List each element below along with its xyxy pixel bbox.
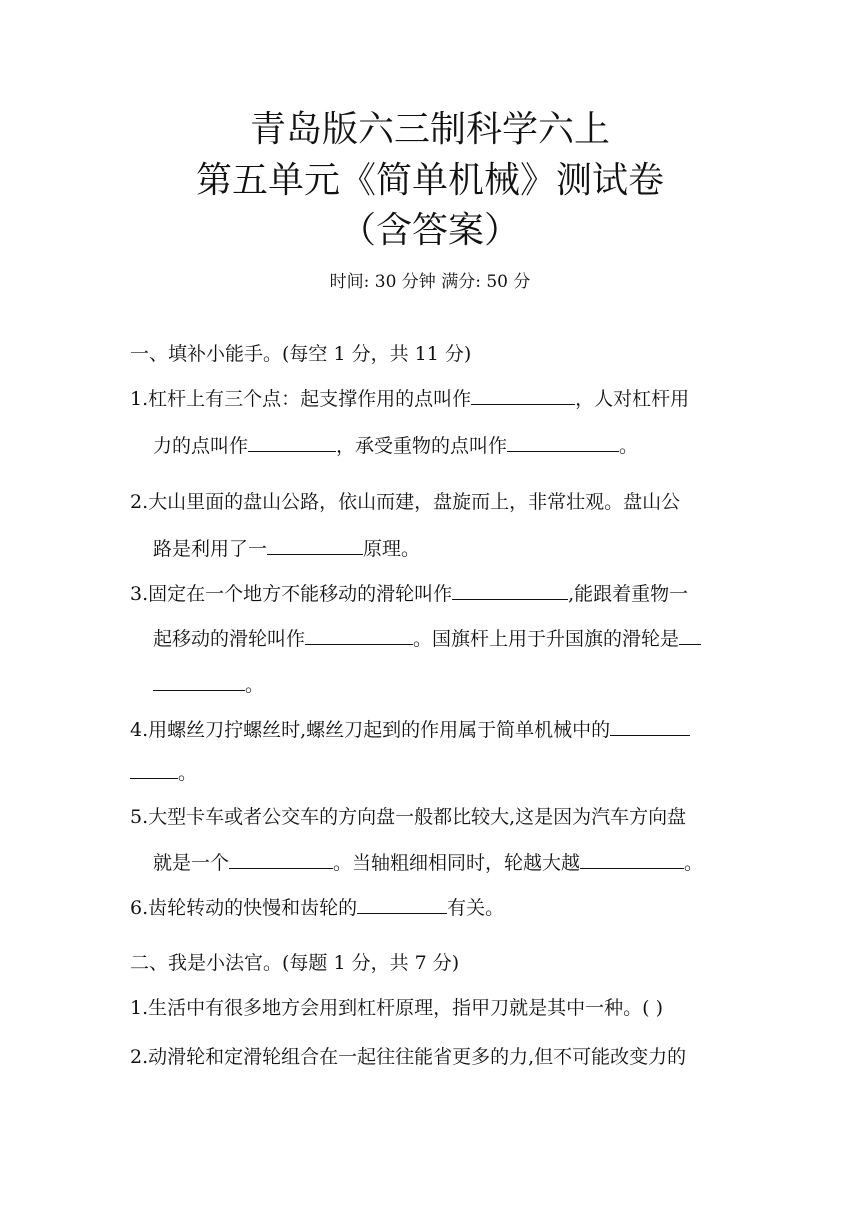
exam-meta: 时间: 30 分钟 满分: 50 分 [329,272,531,292]
q1-2-text-b: 路是利用了一 [153,538,268,560]
q1-3-text-d: 。国旗杆上用于升国旗的滑轮是 [413,628,680,650]
question-1-3-line-2 [153,624,753,653]
question-1-4-line-2 [130,758,730,787]
q1-3-text-e: 。 [245,674,265,696]
question-1-1-line-1 [130,384,730,413]
answer-blank [679,624,701,645]
answer-blank [153,670,245,691]
doc-title-line-2: 第五单元《简单机械》测试卷 [195,160,664,201]
q1-5-text-d: 。 [684,852,704,874]
question-1-4-line-1 [130,715,730,744]
q1-3-text-c: 起移动的滑轮叫作 [153,628,306,650]
q1-2-text-c: 原理。 [363,538,421,560]
question-2-2: 2.动滑轮和定滑轮组合在一起往往能省更多的力,但不可能改变力的 [130,1046,687,1068]
answer-blank [452,579,568,600]
question-1-1-line-2 [153,431,753,460]
q1-5-text-c: 。当轴粗细相同时，轮越大越 [333,852,581,874]
q1-4-text-a: 4.用螺丝刀拧螺丝时,螺丝刀起到的作用属于简单机械中的 [130,719,611,741]
q1-1-text-e: 。 [619,435,639,457]
q1-6-text-b: 有关。 [447,897,505,919]
answer-blank [305,624,413,645]
section-1-heading: 一、填补小能手。(每空 1 分，共 11 分) [130,343,472,365]
q1-5-text-b: 就是一个 [153,852,230,874]
answer-blank [610,715,690,736]
answer-blank [471,384,575,405]
question-1-5-line-2 [153,848,753,877]
question-1-3-line-1 [130,579,730,608]
answer-blank [130,758,178,779]
q1-6-text-a: 6.齿轮转动的快慢和齿轮的 [130,897,358,919]
q1-1-text-d: ，承受重物的点叫作 [336,435,508,457]
answer-blank [357,893,447,914]
q1-3-text-a: 3.固定在一个地方不能移动的滑轮叫作 [130,583,453,605]
question-1-3-line-3 [153,670,753,699]
q1-4-text-b: 。 [178,762,198,784]
q1-1-text-c: 力的点叫作 [153,435,249,457]
doc-title-line-1: 青岛版六三制科学六上 [249,109,610,150]
question-1-2-line-1: 2.大山里面的盘山公路，依山而建，盘旋而上，非常壮观。盘山公 [130,491,681,513]
doc-title-line-3: （含答案） [339,210,520,251]
q1-1-text-b: ，人对杠杆用 [575,388,690,410]
question-1-5-line-1: 5.大型卡车或者公交车的方向盘一般都比较大,这是因为汽车方向盘 [130,806,687,828]
question-1-6 [130,893,730,922]
answer-blank [229,848,333,869]
answer-blank [267,534,363,555]
question-2-1: 1.生活中有很多地方会用到杠杆原理，指甲刀就是其中一种。( ) [130,997,663,1019]
section-2-heading: 二、我是小法官。(每题 1 分，共 7 分) [130,952,460,974]
answer-blank [507,431,619,452]
q1-3-text-b: ,能跟着重物一 [568,583,689,605]
answer-blank [580,848,684,869]
q1-1-text-a: 1.杠杆上有三个点：起支撑作用的点叫作 [130,388,472,410]
answer-blank [248,431,336,452]
question-1-2-line-2 [153,534,753,563]
